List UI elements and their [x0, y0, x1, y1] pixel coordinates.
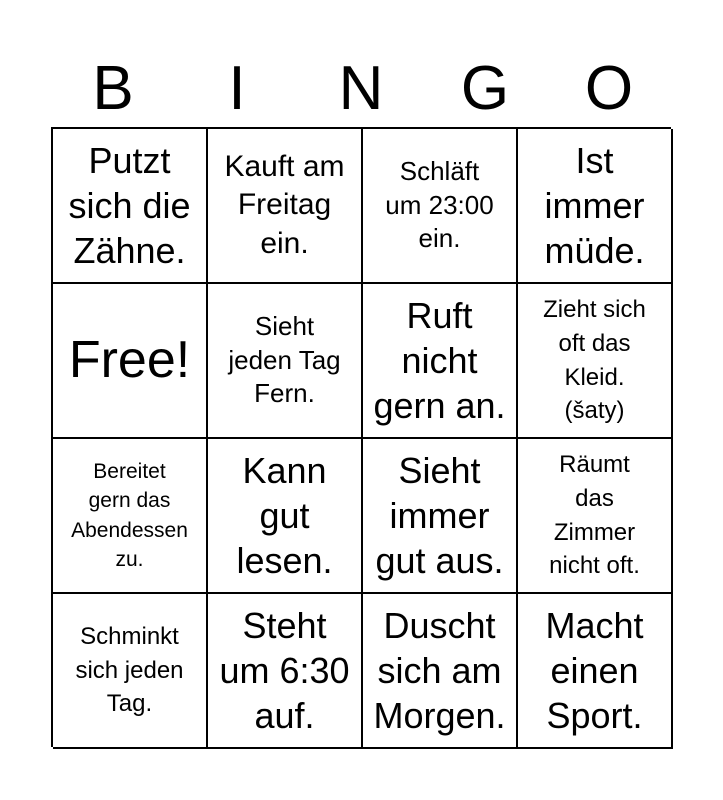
header-letter-o: O [584, 54, 634, 123]
bingo-cell[interactable] [53, 594, 208, 749]
bingo-cell[interactable] [518, 439, 673, 594]
bingo-cell[interactable] [363, 439, 518, 594]
bingo-cell[interactable] [363, 594, 518, 749]
bingo-cell[interactable] [518, 129, 673, 284]
bingo-cell[interactable] [53, 129, 208, 284]
bingo-cell[interactable] [363, 284, 518, 439]
bingo-cell[interactable] [518, 284, 673, 439]
bingo-header [51, 56, 671, 122]
header-letter-g: G [460, 54, 510, 123]
bingo-cell[interactable] [208, 594, 363, 749]
cell-text: Sieht jeden Tag Fern. [228, 310, 341, 409]
cell-text: Macht einen Sport. [545, 605, 644, 736]
free-cell[interactable] [53, 284, 208, 439]
header-letter-b: B [92, 54, 134, 123]
free-text: Free! [68, 330, 191, 389]
cell-text: Ruft nicht gern an. [373, 295, 506, 426]
cell-text: Zieht sich oft das Kleid. (šaty) [543, 296, 646, 425]
bingo-cell[interactable] [363, 129, 518, 284]
bingo-cell[interactable] [208, 129, 363, 284]
cell-text: Ist immer müde. [544, 140, 645, 271]
cell-text: Schläft um 23:00 ein. [385, 155, 494, 254]
bingo-cell[interactable] [518, 594, 673, 749]
cell-text: Schminkt sich jeden Tag. [75, 623, 184, 718]
header-letter-i: I [228, 54, 246, 123]
cell-text: Kann gut lesen. [236, 450, 333, 581]
cell-text: Kauft am Freitag ein. [224, 149, 345, 260]
cell-text: Putzt sich die Zähne. [68, 140, 191, 271]
cell-text: Räumt das Zimmer nicht oft. [549, 451, 640, 580]
cell-text: Duscht sich am Morgen. [373, 605, 506, 736]
bingo-cell[interactable] [53, 439, 208, 594]
header-letter-n: N [338, 54, 384, 123]
cell-text: Bereitet gern das Abendessen zu. [71, 459, 188, 571]
bingo-board [51, 127, 671, 747]
bingo-cell[interactable] [208, 284, 363, 439]
bingo-cell[interactable] [208, 439, 363, 594]
cell-text: Sieht immer gut aus. [375, 450, 504, 581]
cell-text: Steht um 6:30 auf. [219, 605, 350, 736]
